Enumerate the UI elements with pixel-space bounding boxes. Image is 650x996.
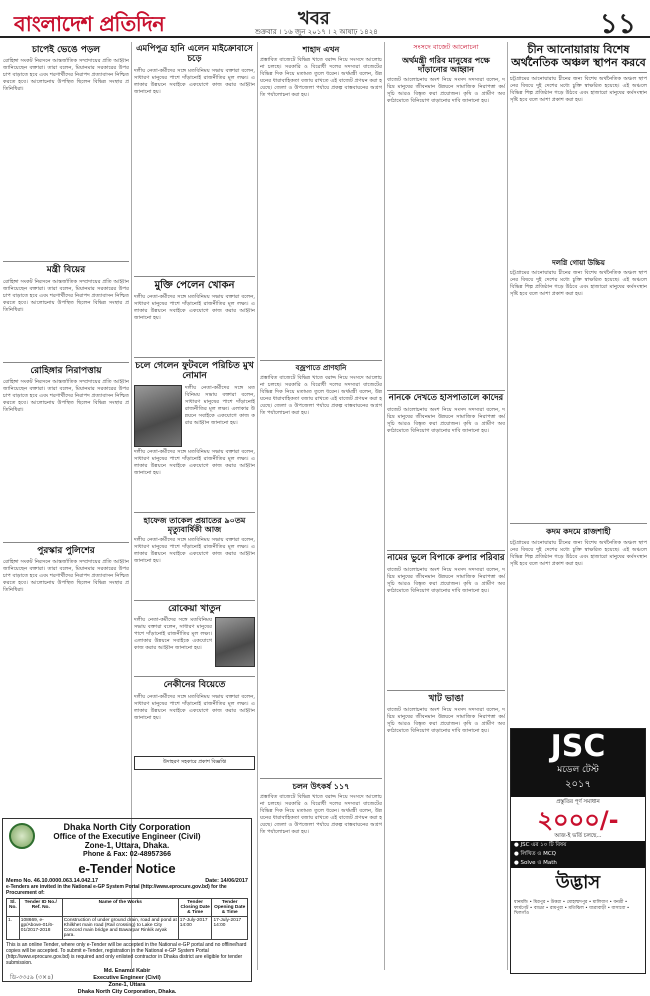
jsc-subtitle: মডেল টেস্ট — [557, 765, 599, 775]
article-body: প্রস্তাবিত বাজেটে বিভিন্ন খাতে বরাদ্দ নিয়ে সংসদে আলোচনা চলছে। সরকারি ও বিরোধী দলের সদস্যরা বাজেটের বিভিন্ন দিক নিয়ে মতামত তুলে ধরেন। অর্থমন্ত্রী বলেন, উন্নয়নের ধারাবাহিকতা বজায় রাখতে এই বাজেট প্রণয়ন করা হয়েছে। জেলা ও উপজেলা পর্যায়ে প্রকল্প বাস্তবায়নের অগ্রগতি পর্যালোচনা করা হয়। — [260, 375, 382, 417]
headline: বজ্রপাতে প্রাণহানি — [295, 364, 347, 373]
jsc-price-note: আজ-ই ভর্তি চলছে... — [554, 833, 602, 839]
article-body: রোহিঙ্গা সংকট নিরসনে আন্তর্জাতিক সম্প্রদায়ের প্রতি আহ্বান জানিয়েছেন বক্তারা। তারা বলেন, মিয়ানমার সরকারের উপর চাপ বাড়াতে হবে এবং শরণার্থীদের নিরাপদ প্রত্যাবাসন নিশ্চিত করতে হবে। আলোচনায় উপস্থিত ছিলেন বিভিন্ন সংস্থার প্রতিনিধিরা। — [3, 278, 129, 313]
article-body: প্রস্তাবিত বাজেটে বিভিন্ন খাতে বরাদ্দ নিয়ে সংসদে আলোচনা চলছে। সরকারি ও বিরোধী দলের সদস্যরা বাজেটের বিভিন্ন দিক নিয়ে মতামত তুলে ধরেন। অর্থমন্ত্রী বলেন, উন্নয়নের ধারাবাহিকতা বজায় রাখতে এই বাজেট প্রণয়ন করা হয়েছে। জেলা ও উপজেলা পর্যায়ে প্রকল্প বাস্তবায়নের অগ্রগতি পর্যালোচনা করা হয়। — [260, 794, 382, 836]
signer-zone: Zone-1, Uttara — [108, 982, 146, 988]
tender-title: e-Tender Notice — [78, 861, 176, 876]
headline: পুরস্কার পুলিশের — [37, 546, 95, 557]
headline: অর্থমন্ত্রী গরিব মানুষের পক্ষে দাঁড়ানোর আহ্বান — [402, 56, 490, 75]
udvash-logo: উদ্ভাস — [555, 872, 601, 893]
headline: কদম কদমে রাজশাহী — [546, 527, 611, 537]
ad-code: ডি-৩৩৫৯ (৩×৪) — [10, 974, 54, 981]
article-body: দলীয় নেতা-কর্মীদের সঙ্গে মতবিনিময় সভায় বক্তারা বলেন, সাধারণ মানুষের পাশে দাঁড়ানোই রাজনীতির মূল লক্ষ্য। এলাকার উন্নয়নে সবাইকে একযোগে কাজ করার আহ্বান জানানো হয়। — [134, 537, 255, 565]
column-divider — [384, 42, 385, 970]
tender-notice-ad — [2, 818, 252, 995]
headline: রোকেয়া খাতুন — [168, 604, 221, 615]
dateline: শুক্রবার । ১৬ জুন ২০১৭ । ২ আষাঢ় ১৪২৪ — [255, 28, 378, 36]
jsc-price: ২০০০/- — [537, 806, 619, 834]
tender-intro: e-Tenders are invited in the National e-GP System Portal (http://www.eprocure.gov.bd) for the Procurement of: — [6, 884, 227, 896]
tender-table-header: Name of the Works — [62, 899, 178, 917]
page-number: ১১ — [599, 7, 636, 40]
tender-phone: Phone & Fax: 02-48957366 — [83, 851, 171, 858]
tender-table — [6, 898, 248, 940]
article-body: বাজেট আলোচনায় অংশ নিয়ে সংসদ সদস্যরা বলেন, দরিদ্র মানুষের জীবনমান উন্নয়নে সামাজিক নিরাপত্তা কর্মসূচি আরও বিস্তৃত করা প্রয়োজন। কৃষি ও গ্রামীণ অবকাঠামোতে বিনিয়োগ বাড়ানোর দাবি জানানো হয়। — [387, 707, 505, 735]
tender-table-header: Tender Opening Date & Time — [212, 899, 248, 917]
headline: খাট ভাঙা — [428, 693, 464, 704]
table-cell: 108669, e-gp/Above-01/6-01/2017-2018 — [19, 917, 62, 940]
portrait-photo — [215, 617, 255, 667]
column-1 — [3, 42, 129, 812]
article-body: দলীয় নেতা-কর্মীদের সঙ্গে মতবিনিময় সভায় বক্তারা বলেন, সাধারণ মানুষের পাশে দাঁড়ানোই রাজনীতির মূল লক্ষ্য। এলাকার উন্নয়নে সবাইকে একযোগে কাজ করার আহ্বান জানানো হয়। — [134, 448, 255, 476]
tender-note: This is an online Tender, where only e-Tender will be accepted in the National e-GP portal and no offline/hard copies will be accepted. To submit e-Tender, registration in the National e-GP System Portal (http://www.eprocure.gov.bd) is required and only enlisted contractor in Dhaka district are eligible for tender submission. — [6, 942, 247, 966]
article-body: রোহিঙ্গা সংকট নিরসনে আন্তর্জাতিক সম্প্রদায়ের প্রতি আহ্বান জানিয়েছেন বক্তারা। তারা বলেন, মিয়ানমার সরকারের উপর চাপ বাড়াতে হবে এবং শরণার্থীদের নিরাপদ প্রত্যাবাসন নিশ্চিত করতে হবে। আলোচনায় উপস্থিত ছিলেন বিভিন্ন সংস্থার প্রতিনিধিরা। — [3, 379, 129, 414]
headline: চলন উৎকর্ষ ১১৭ — [292, 782, 350, 792]
headline: এমপিপুত্র হানি এলেন মাইক্রোবাসে চড়ে — [136, 44, 253, 64]
headline: রোহিঙ্গার নিরাপত্তায় — [30, 365, 102, 376]
jsc-bullet: ● Solve ও Math — [511, 859, 645, 868]
tender-zone: Zone-1, Uttara, Dhaka. — [84, 841, 170, 850]
tender-table-header: Tender ID No./ Ref. No. — [19, 899, 62, 917]
column-5 — [510, 42, 647, 726]
article-body: রোহিঙ্গা সংকট নিরসনে আন্তর্জাতিক সম্প্রদায়ের প্রতি আহ্বান জানিয়েছেন বক্তারা। তারা বলেন, মিয়ানমার সরকারের উপর চাপ বাড়াতে হবে এবং শরণার্থীদের নিরাপদ প্রত্যাবাসন নিশ্চিত করতে হবে। আলোচনায় উপস্থিত ছিলেন বিভিন্ন সংস্থার প্রতিনিধিরা। — [3, 58, 129, 93]
headline: মন্ত্রী বিয়ের — [46, 265, 86, 276]
jsc-year: ২০১৭ — [565, 779, 591, 790]
tender-org: Dhaka North City Corporation — [63, 822, 191, 832]
jsc-model-test-ad — [510, 728, 646, 974]
table-cell: 1. — [7, 917, 20, 940]
section-title: খবর — [298, 8, 330, 29]
headline: নানকে দেখতে হাসপাতালে কাদের — [388, 393, 504, 404]
jsc-title: JSC — [550, 729, 606, 764]
signer-org: Dhaka North City Corporation, Dhaka. — [77, 989, 177, 995]
column-divider — [257, 42, 258, 970]
article-body: দলীয় নেতা-কর্মীদের সঙ্গে মতবিনিময় সভায় বক্তারা বলেন, সাধারণ মানুষের পাশে দাঁড়ানোই রাজনীতির মূল লক্ষ্য। এলাকার উন্নয়নে সবাইকে একযোগে কাজ করার আহ্বান জানানো হয়। — [185, 384, 255, 426]
headline: চাপেই ভেঙে পড়ল — [32, 45, 100, 55]
signer-name: Md. Enamul Kabir — [103, 968, 151, 974]
article-body: দলীয় নেতা-কর্মীদের সঙ্গে মতবিনিময় সভায় বক্তারা বলেন, সাধারণ মানুষের পাশে দাঁড়ানোই রাজনীতির মূল লক্ষ্য। এলাকার উন্নয়নে সবাইকে একযোগে কাজ করার আহ্বান জানানো হয়। — [134, 294, 255, 322]
table-row — [7, 917, 248, 940]
portrait-photo — [134, 385, 182, 447]
headline: চীন আনোয়ারায় বিশেষ অর্থনৈতিক অঞ্চল স্থাপন করবে — [511, 43, 646, 69]
column-3 — [260, 42, 382, 972]
headline: মুক্তি পেলেন খোকন — [154, 279, 235, 291]
column-2 — [134, 42, 255, 812]
tender-table-header: Tender Closing Date & Time — [178, 899, 212, 917]
column-4 — [387, 42, 505, 972]
article-body: দলীয় নেতা-কর্মীদের সঙ্গে মতবিনিময় সভায় বক্তারা বলেন, সাধারণ মানুষের পাশে দাঁড়ানোই রাজনীতির মূল লক্ষ্য। এলাকার উন্নয়নে সবাইকে একযোগে কাজ করার আহ্বান জানানো হয়। — [134, 67, 255, 95]
tender-table-header: Sl. No. — [7, 899, 20, 917]
dncc-seal-icon — [9, 823, 35, 849]
article-body: চট্টগ্রামের আনোয়ারায় চীনের জন্য বিশেষ অর্থনৈতিক অঞ্চল স্থাপনের বিষয়ে দুই দেশের মধ্যে চুক্তি স্বাক্ষরিত হয়েছে। এই অঞ্চলে বিভিন্ন শিল্প প্রতিষ্ঠান গড়ে উঠবে এবং হাজারো মানুষের কর্মসংস্থান সৃষ্টি হবে বলে আশা প্রকাশ করা হয়। — [510, 76, 647, 104]
article-body: চট্টগ্রামের আনোয়ারায় চীনের জন্য বিশেষ অর্থনৈতিক অঞ্চল স্থাপনের বিষয়ে দুই দেশের মধ্যে চুক্তি স্বাক্ষরিত হয়েছে। এই অঞ্চলে বিভিন্ন শিল্প প্রতিষ্ঠান গড়ে উঠবে এবং হাজারো মানুষের কর্মসংস্থান সৃষ্টি হবে বলে আশা প্রকাশ করা হয়। — [510, 270, 647, 298]
headline: নেকীনের বিয়েতে — [163, 680, 226, 691]
kicker: সংসদে বাজেট আলোচনা — [413, 43, 479, 51]
article-body: রোহিঙ্গা সংকট নিরসনে আন্তর্জাতিক সম্প্রদায়ের প্রতি আহ্বান জানিয়েছেন বক্তারা। তারা বলেন, মিয়ানমার সরকারের উপর চাপ বাড়াতে হবে এবং শরণার্থীদের নিরাপদ প্রত্যাবাসন নিশ্চিত করতে হবে। আলোচনায় উপস্থিত ছিলেন বিভিন্ন সংস্থার প্রতিনিধিরা। — [3, 559, 129, 594]
article-body: বাজেট আলোচনায় অংশ নিয়ে সংসদ সদস্যরা বলেন, দরিদ্র মানুষের জীবনমান উন্নয়নে সামাজিক নিরাপত্তা কর্মসূচি আরও বিস্তৃত করা প্রয়োজন। কৃষি ও গ্রামীণ অবকাঠামোতে বিনিয়োগ বাড়ানোর দাবি জানানো হয়। — [387, 407, 505, 435]
article-body: দলীয় নেতা-কর্মীদের সঙ্গে মতবিনিময় সভায় বক্তারা বলেন, সাধারণ মানুষের পাশে দাঁড়ানোই রাজনীতির মূল লক্ষ্য। এলাকার উন্নয়নে সবাইকে একযোগে কাজ করার আহ্বান জানানো হয়। — [134, 617, 212, 652]
signer-title: Executive Engineer (Civil) — [93, 975, 161, 981]
headline: নামের ভুলে বিপাকে রুপার পরিবার — [387, 553, 505, 564]
column-divider — [507, 42, 508, 970]
tender-office: Office of the Executive Engineer (Civil) — [53, 832, 201, 841]
headline: চলে গেলেন ফুটবলে পরিচিত মুখ নোমান — [135, 361, 254, 382]
article-body: প্রস্তাবিত বাজেটে বিভিন্ন খাতে বরাদ্দ নিয়ে সংসদে আলোচনা চলছে। সরকারি ও বিরোধী দলের সদস্যরা বাজেটের বিভিন্ন দিক নিয়ে মতামত তুলে ধরেন। অর্থমন্ত্রী বলেন, উন্নয়নের ধারাবাহিকতা বজায় রাখতে এই বাজেট প্রণয়ন করা হয়েছে। জেলা ও উপজেলা পর্যায়ে প্রকল্প বাস্তবায়নের অগ্রগতি পর্যালোচনা করা হয়। — [260, 57, 382, 99]
article-body: চট্টগ্রামের আনোয়ারায় চীনের জন্য বিশেষ অর্থনৈতিক অঞ্চল স্থাপনের বিষয়ে দুই দেশের মধ্যে চুক্তি স্বাক্ষরিত হয়েছে। এই অঞ্চলে বিভিন্ন শিল্প প্রতিষ্ঠান গড়ে উঠবে এবং হাজারো মানুষের কর্মসংস্থান সৃষ্টি হবে বলে আশা প্রকাশ করা হয়। — [510, 539, 647, 567]
headline: দলগ্নি গোয়া উচ্চিয় — [552, 259, 605, 268]
headline: শাহাদ এখন — [302, 45, 340, 54]
jsc-bullet: ● লিখিত ও MCQ — [511, 850, 645, 859]
jsc-branches: ধানমন্ডি • মিরপুর • উত্তরা • মোহাম্মদপুর • মালিবাগ • বনশ্রী • ফার্মগেট • বাড্ডা • রামপুরা • মতিঝিল • যাত্রাবাড়ী • বাসাবো • খিলগাঁও — [514, 900, 630, 917]
table-cell: 17-July-2017 14:00 — [212, 917, 248, 940]
article-body: দলীয় নেতা-কর্মীদের সঙ্গে মতবিনিময় সভায় বক্তারা বলেন, সাধারণ মানুষের পাশে দাঁড়ানোই রাজনীতির মূল লক্ষ্য। এলাকার উন্নয়নে সবাইকে একযোগে কাজ করার আহ্বান জানানো হয়। — [134, 693, 255, 721]
newspaper-logo: বাংলাদেশ প্রতিদিন — [14, 12, 165, 36]
tender-date: Date: 14/06/2017 — [205, 878, 248, 884]
notice-tag: উদাহরণ সহকারে প্রকাশ বিজ্ঞপ্তি — [134, 756, 255, 770]
article-body: বাজেট আলোচনায় অংশ নিয়ে সংসদ সদস্যরা বলেন, দরিদ্র মানুষের জীবনমান উন্নয়নে সামাজিক নিরাপত্তা কর্মসূচি আরও বিস্তৃত করা প্রয়োজন। কৃষি ও গ্রামীণ অবকাঠামোতে বিনিয়োগ বাড়ানোর দাবি জানানো হয়। — [387, 77, 505, 105]
table-cell: 17-July-2017 14:00 — [178, 917, 212, 940]
article-body: বাজেট আলোচনায় অংশ নিয়ে সংসদ সদস্যরা বলেন, দরিদ্র মানুষের জীবনমান উন্নয়নে সামাজিক নিরাপত্তা কর্মসূচি আরও বিস্তৃত করা প্রয়োজন। কৃষি ও গ্রামীণ অবকাঠামোতে বিনিয়োগ বাড়ানোর দাবি জানানো হয়। — [387, 566, 505, 594]
headline: হাফেজ তাকেল প্রয়াতের ৯০তম মৃত্যুবার্ষিকী আজ — [143, 515, 246, 534]
table-cell: Construction of under ground drain, road and pond at Khilkhet main road (Rail crossing) to Lake City Concord main bridge and Bawarpar Rinkik aryak para. — [63, 918, 177, 938]
jsc-tag: প্রস্তুতির পূর্ণ সমাধান — [556, 799, 600, 805]
jsc-bullet: ● JSC এর ১০ টি বিষয় — [511, 841, 645, 850]
tender-memo: Memo No. 46.10.0000.063.14.042.17 — [6, 878, 99, 884]
